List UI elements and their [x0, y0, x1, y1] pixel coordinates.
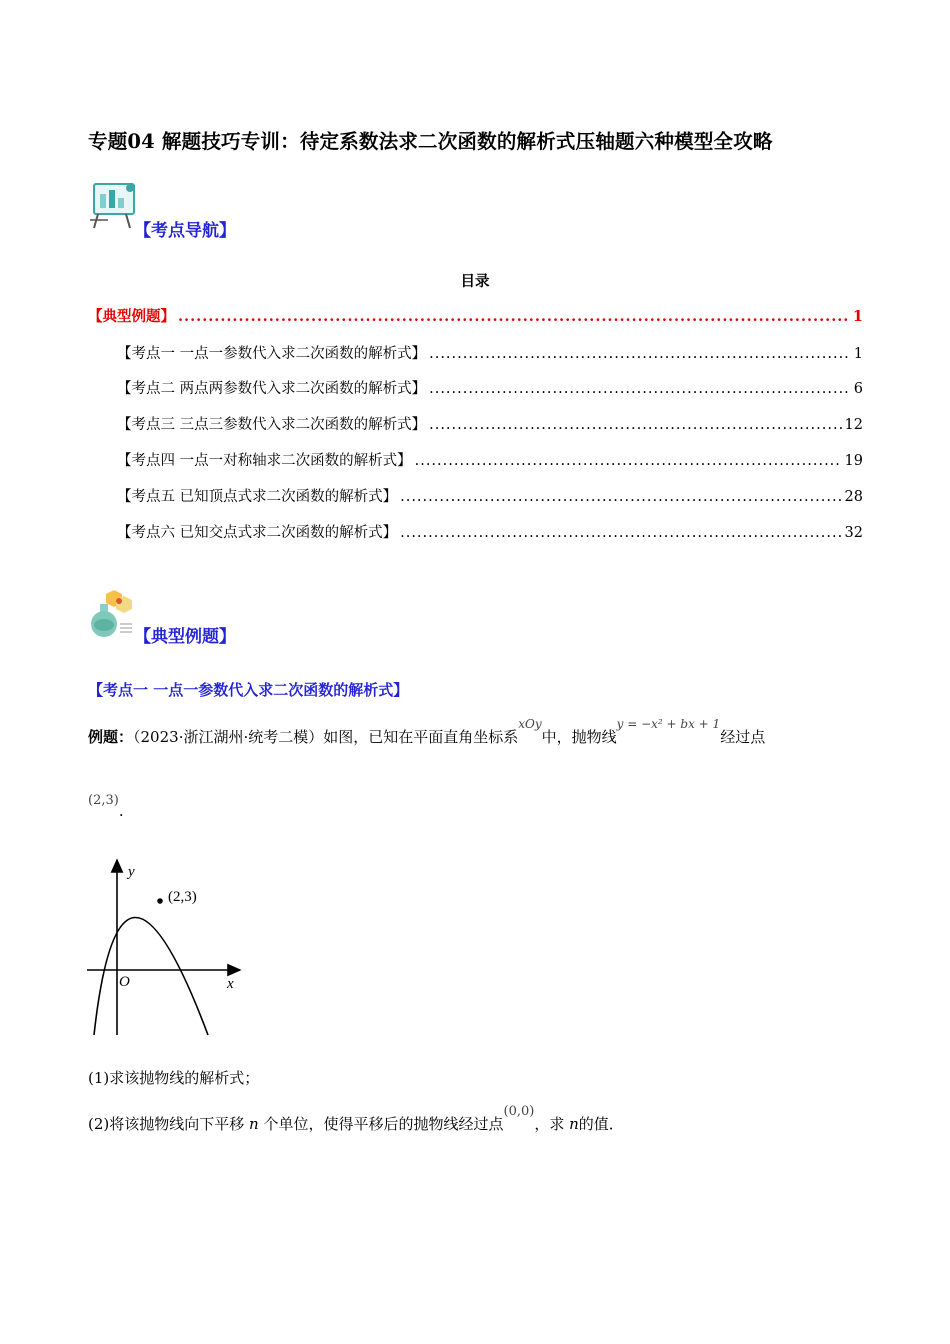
q2-var-n: n — [249, 1115, 259, 1133]
toc-page-number: 12 — [844, 417, 863, 433]
toc-entry-4[interactable] — [117, 449, 863, 470]
toc-entry-3[interactable] — [117, 413, 863, 434]
toc-entry-2[interactable] — [117, 377, 863, 398]
q2-point: (0,0) — [503, 1104, 535, 1119]
toc-main-entry[interactable] — [88, 305, 863, 326]
example-statement — [88, 717, 766, 747]
toc-entry-label: 【考点三 三点三参数代入求二次函数的解析式】 — [117, 417, 427, 433]
toc-page-number: 1 — [853, 346, 863, 362]
toc-leader — [400, 489, 841, 505]
example-point-line — [88, 790, 124, 820]
coord-system: xOy — [518, 717, 542, 731]
toc-main-label: 【典型例题】 — [88, 308, 175, 325]
toc-leader — [429, 417, 841, 433]
q2-text-a: (2)将该抛物线向下平移 — [88, 1115, 245, 1133]
toc-entry-label: 【考点二 两点两参数代入求二次函数的解析式】 — [117, 381, 427, 397]
page-title: 专题04 解题技巧专训：待定系数法求二次函数的解析式压轴题六种模型全攻略 — [88, 130, 773, 153]
x-label: x — [227, 976, 234, 992]
point-2-3 — [157, 898, 163, 904]
kaodian-heading: 【考点一 一点一参数代入求二次函数的解析式】 — [88, 681, 409, 699]
q2-text-d: 的值． — [578, 1115, 624, 1133]
question-1: (1)求该抛物线的解析式； — [88, 1069, 260, 1087]
example-period: . — [118, 802, 124, 820]
q2-text-b: 个单位，使得平移后的抛物线经过点 — [263, 1115, 504, 1133]
toc-entry-6[interactable] — [117, 521, 863, 542]
origin-label: O — [119, 974, 130, 990]
toc-entry-label: 【考点五 已知顶点式求二次函数的解析式】 — [117, 489, 398, 505]
toc-leader — [429, 381, 851, 397]
flask-icon — [88, 588, 138, 638]
toc-page-number: 1 — [852, 308, 863, 325]
toc-page-number: 6 — [853, 381, 863, 397]
toc-page-number: 32 — [844, 525, 863, 541]
question-2 — [88, 1104, 624, 1134]
parabola-equation: y = −x² + bx + 1 — [616, 717, 721, 731]
toc-entry-5[interactable] — [117, 485, 863, 506]
toc-page-number: 28 — [844, 489, 863, 505]
example-prefix: 例题： — [88, 728, 134, 746]
toc-entry-label: 【考点六 已知交点式求二次函数的解析式】 — [117, 525, 398, 541]
toc-entry-label: 【考点四 一点一对称轴求二次函数的解析式】 — [117, 453, 412, 469]
given-point: (2,3) — [88, 793, 119, 808]
toc-entry-1[interactable] — [117, 342, 863, 363]
toc-entry-label: 【考点一 一点一参数代入求二次函数的解析式】 — [117, 346, 427, 362]
toc-title: 目录 — [460, 273, 490, 290]
example-mid: 中，抛物线 — [541, 728, 617, 746]
q2-text-c: ，求 — [534, 1115, 565, 1133]
toc-page-number: 19 — [844, 453, 863, 469]
toc-leader — [429, 346, 851, 362]
y-label: y — [128, 864, 135, 880]
point-label: (2,3) — [168, 889, 197, 905]
nav-section-heading: 【考点导航】 — [134, 221, 236, 241]
q2-var-n-2: n — [569, 1115, 579, 1133]
example-source: （2023·浙江湖州·统考二模）如图，已知在平面直角坐标系 — [133, 728, 519, 746]
parabola-curve — [94, 918, 208, 1036]
toc-leader — [415, 453, 842, 469]
parabola-graph — [82, 850, 252, 1040]
teacher-board-icon — [88, 180, 138, 230]
toc-leader — [400, 525, 841, 541]
toc-leader — [178, 308, 850, 325]
example-tail: 经过点 — [720, 728, 766, 746]
example-section-heading: 【典型例题】 — [134, 627, 236, 647]
